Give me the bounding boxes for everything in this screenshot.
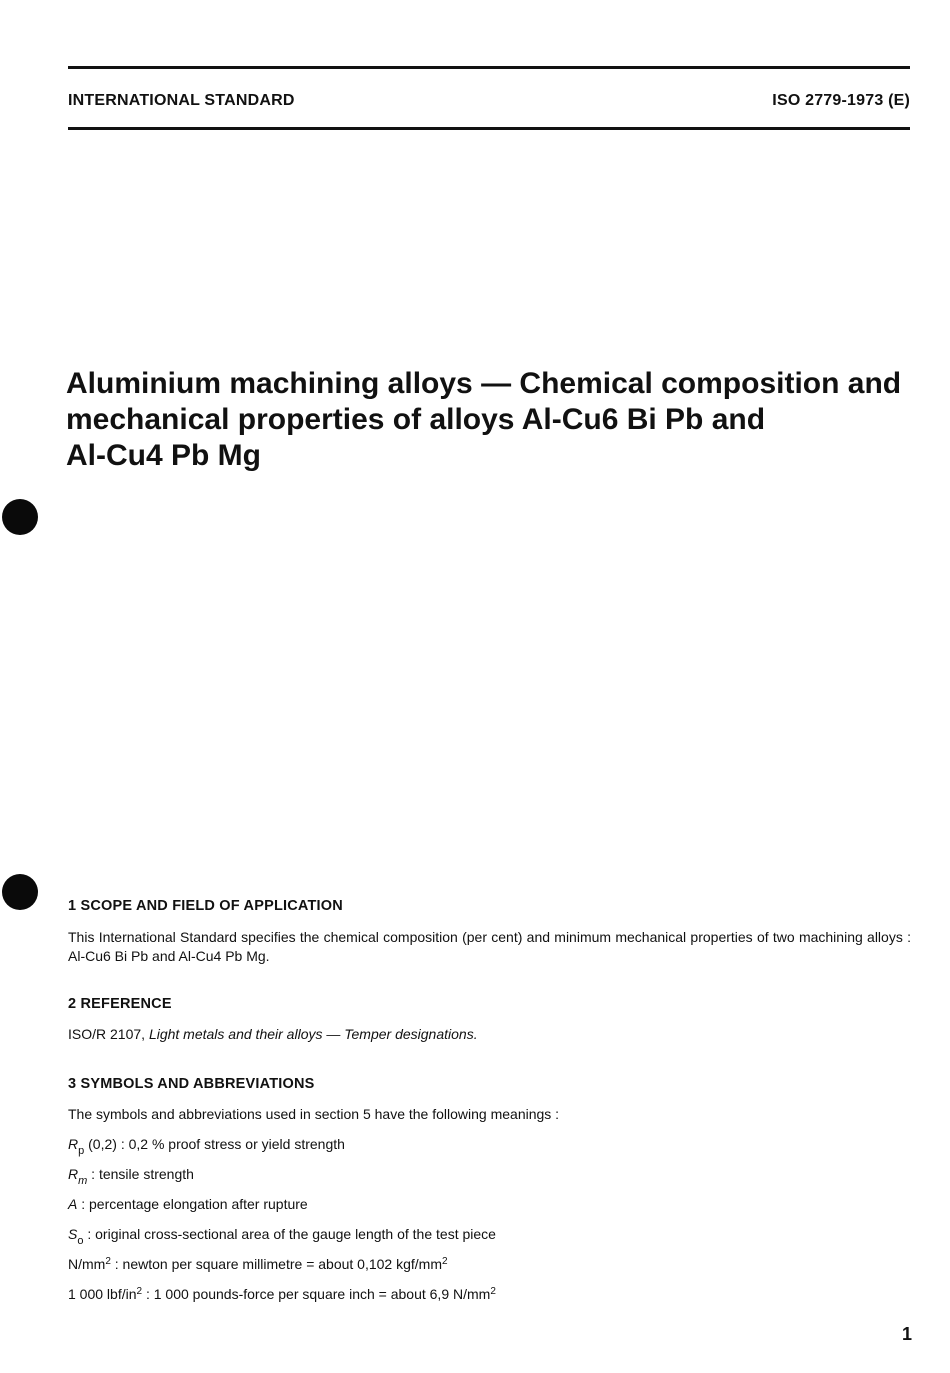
unit-nmm-definition: $N/mm^2$ : newton per square millimetre = about 0,102 kgf/$mm^2$ [68,1256,448,1272]
symbol-rm-definition: $R_m$ : tensile strength [68,1166,194,1187]
symbol-a-definition: A : percentage elongation after rupture [68,1196,308,1212]
title-line-1: Aluminium machining alloys — Chemical composition and [66,367,902,400]
symbol-so-subscript: o [77,1235,84,1247]
header-top-rule [68,66,910,69]
symbol-rm-subscript: m [78,1175,88,1187]
reference-number: ISO/R 2107, [68,1026,149,1042]
symbol-so: S [68,1226,78,1242]
section-1-text: This International Standard specifies the chemical composition (per cent) and minimum mechanical properties of two machining alloys : Al-Cu6 Bi Pb and Al-Cu4 Pb Mg. [68,929,911,964]
reference-title: Light metals and their alloys — Temper designations. [148,1026,478,1042]
unit-lbf-definition: 1 000 lbf/$in^2$ : 1 000 pounds-force per square inch = about 6,9 $N/mm^2$ [68,1286,496,1302]
punch-hole-mark [2,874,38,910]
title-line-3: Al-Cu4 Pb Mg [66,439,261,472]
document-type-label: INTERNATIONAL STANDARD [68,92,295,109]
header-bottom-rule [68,127,910,130]
standard-number: ISO 2779-1973 (E) [772,92,910,109]
symbol-rp: R [68,1136,79,1152]
page-number: 1 [901,1324,912,1344]
symbol-a: A [68,1196,78,1212]
symbol-rm: R [68,1166,79,1182]
reference-line [68,1026,478,1042]
symbol-rp-subscript: p [78,1145,85,1157]
document-title [66,366,926,474]
section-2-heading: 2 REFERENCE [68,996,172,1012]
section-1-heading: 1 SCOPE AND FIELD OF APPLICATION [68,898,343,914]
symbols-intro: The symbols and abbreviations used in section 5 have the following meanings : [68,1106,560,1122]
punch-hole-mark [2,499,38,535]
title-line-2: mechanical properties of alloys Al-Cu6 Bi Pb and [66,403,766,436]
symbol-rp-definition: $R_p$ (0,2) : 0,2 % proof stress or yield strength [68,1136,345,1157]
symbol-so-definition: $S_o$ : original cross-sectional area of the gauge length of the test piece [68,1226,496,1247]
section-3-heading: 3 SYMBOLS AND ABBREVIATIONS [68,1076,315,1092]
